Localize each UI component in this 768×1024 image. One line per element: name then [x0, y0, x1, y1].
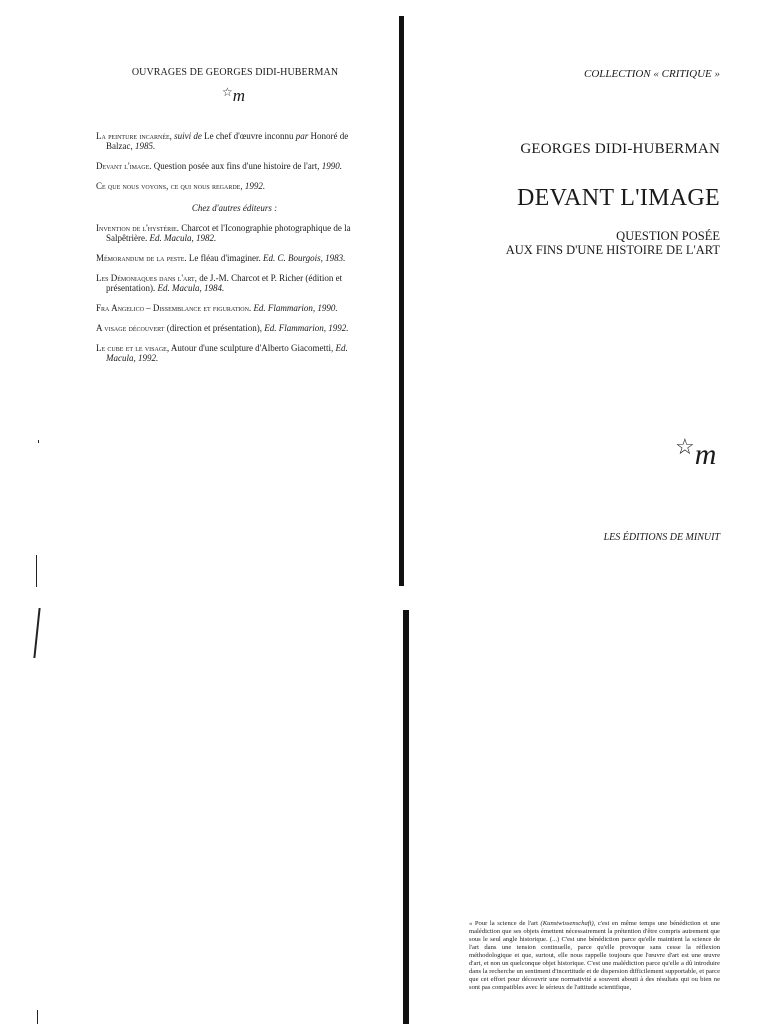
minuit-logo-large — [675, 434, 717, 472]
page-edge-top-left — [36, 555, 37, 587]
publisher-name: LES ÉDITIONS DE MINUIT — [603, 532, 720, 543]
subtitle-line-1: QUESTION POSÉE — [616, 229, 720, 243]
subtitle-line-2: AUX FINS D'UNE HISTOIRE DE L'ART — [505, 243, 720, 257]
book-title: DEVANT L'IMAGE — [517, 185, 720, 211]
star-icon: ☆ — [675, 434, 695, 459]
other-publisher-entry: Les Démoniaques dans l'art, de J.-M. Charcot et P. Richer (édition et présentation). Ed. Macula, 1984. — [96, 273, 343, 293]
bibliography-entry: Ce que nous voyons, ce qui nous regarde, 1992. — [96, 181, 266, 191]
bibliography-list — [96, 131, 373, 373]
page-mark-left — [38, 440, 39, 443]
minuit-logo-small — [222, 86, 245, 106]
page-edge-bottom-left — [33, 608, 40, 658]
collection-label: COLLECTION « CRITIQUE » — [584, 68, 720, 80]
other-publisher-entry: Fra Angelico – Dissemblance et figuration. Ed. Flammarion, 1990. — [96, 303, 338, 313]
epigraph-quote: « Pour la science de l'art (Kunstwissenschaft), c'est en même temps une bénédiction et une malédiction que ses objets émettent nécessairement la prétention d'être compris autrement que sous le seul angle historique. (...) C'est une bénédiction parce qu'elle maintient la science de l'art dans une tension continuelle, parce qu'elle provoque sans cesse la réflexion méthodologique et que, surtout, elle nous rappelle toujours que l'œuvre d'art est une œuvre d'art, et non un quelconque objet historique. C'est une malédiction parce qu'elle a dû introduire dans la recherche un sentiment d'incertitude et de dispersion difficilement supportable, et parce que cet effort pour découvrir une normativité a souvent abouti à des résultats qui ou bien ne sont pas compatibles avec le sérieux de l'attitude scientifique, — [469, 920, 720, 991]
spine-bottom — [403, 610, 409, 1024]
spine-top — [399, 16, 404, 586]
logo-letter: m — [694, 438, 717, 471]
other-publisher-entry: A visage découvert (direction et présentation), Ed. Flammarion, 1992. — [96, 323, 349, 333]
other-publisher-entry: Le cube et le visage, Autour d'une sculpture d'Alberto Giacometti, Ed. Macula, 1992. — [96, 343, 348, 363]
bibliography-entry: La peinture incarnée, suivi de Le chef d'œuvre inconnu par Honoré de Balzac, 1985. — [96, 131, 349, 151]
logo-letter: m — [232, 86, 246, 105]
author-name: GEORGES DIDI-HUBERMAN — [520, 141, 720, 157]
other-publisher-entry: Mémorandum de la peste. Le fléau d'imaginer. Ed. C. Bourgois, 1983. — [96, 253, 346, 263]
other-publishers-heading: Chez d'autres éditeurs : — [191, 203, 278, 213]
bibliography-heading: OUVRAGES DE GEORGES DIDI-HUBERMAN — [131, 67, 339, 78]
other-publisher-entry: Invention de l'hystérie. Charcot et l'Iconographie photographique de la Salpêtrière. Ed. Macula, 1982. — [96, 223, 351, 243]
page-edge-bottom-left-lower — [37, 1010, 38, 1024]
bibliography-entry: Devant l'image. Question posée aux fins d'une histoire de l'art, 1990. — [96, 161, 342, 171]
star-icon: ☆ — [222, 85, 233, 99]
